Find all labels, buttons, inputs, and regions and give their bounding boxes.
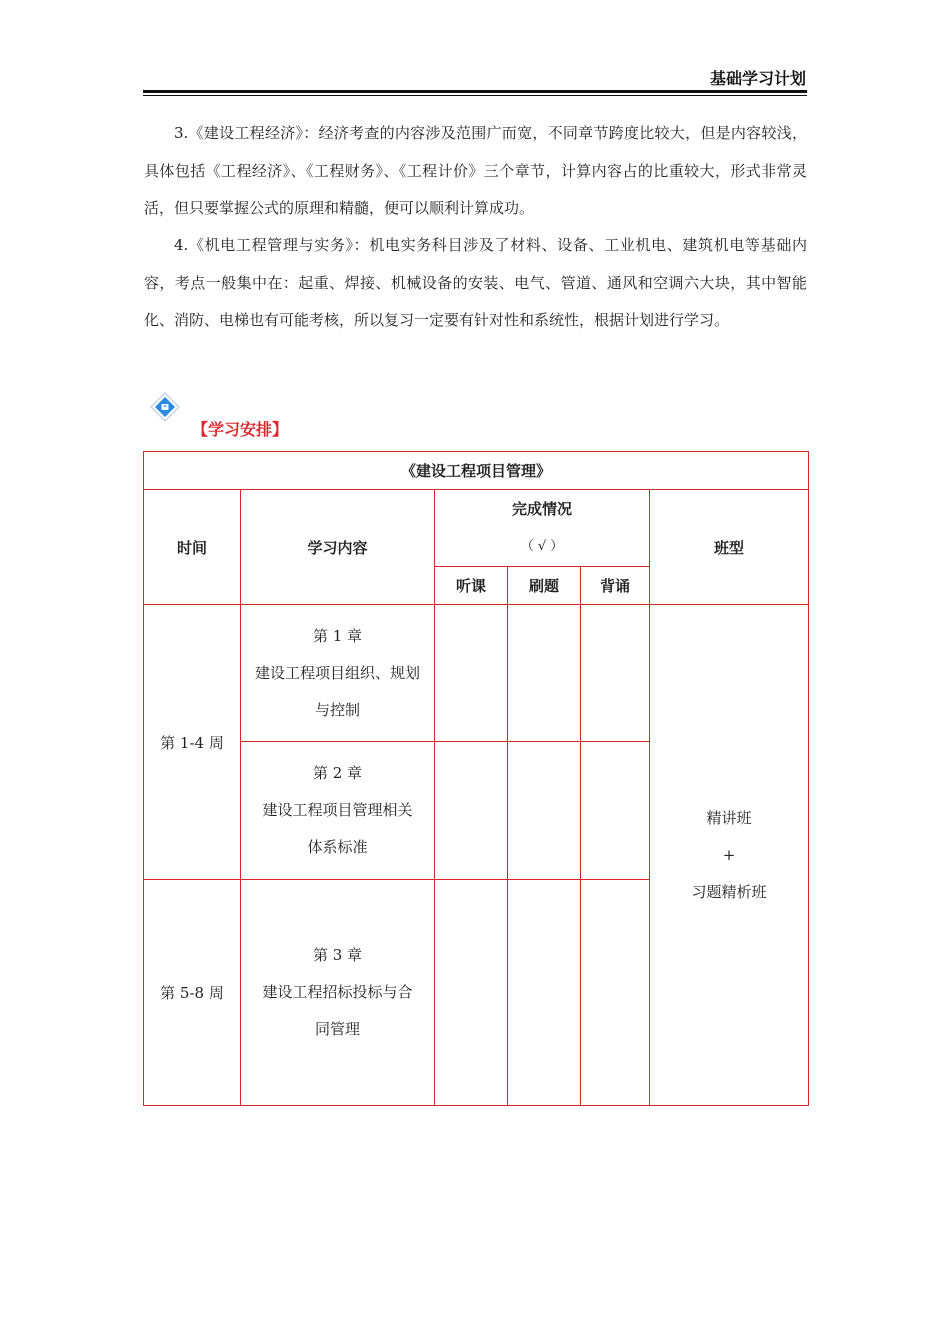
header-rule-thick — [143, 90, 807, 93]
book-diamond-icon — [150, 392, 180, 422]
recite-check-cell[interactable] — [581, 605, 650, 742]
content-cell — [241, 880, 435, 1106]
recite-check-cell[interactable] — [581, 742, 650, 880]
header-practice: 刷题 — [508, 567, 581, 605]
practice-check-cell[interactable] — [508, 742, 581, 880]
chapter-label: 第 3 章 — [312, 946, 363, 964]
chapter-title-line2: 与控制 — [314, 700, 360, 719]
listen-check-cell[interactable] — [435, 605, 508, 742]
content-cell — [241, 742, 435, 880]
class-type-cell — [650, 605, 809, 1106]
time-cell: 第 1-4 周 — [144, 605, 241, 880]
content-cell — [241, 605, 435, 742]
chapter-title-line2: 同管理 — [314, 1020, 360, 1038]
header-content: 学习内容 — [241, 490, 435, 605]
header-status-label: 完成情况 — [511, 500, 572, 518]
chapter-title-line2: 体系标准 — [307, 838, 368, 856]
chapter-title-line1: 建设工程项目组织、规划 — [254, 663, 420, 682]
study-plan-table — [143, 451, 809, 1106]
header-listen: 听课 — [435, 567, 508, 605]
practice-check-cell[interactable] — [508, 880, 581, 1106]
time-cell: 第 5-8 周 — [144, 880, 241, 1106]
practice-check-cell[interactable] — [508, 605, 581, 742]
paragraph-economics: 3.《建设工程经济》：经济考查的内容涉及范围广而宽，不同章节跨度比较大，但是内容较浅，具体包括《工程经济》、《工程财务》、《工程计价》三个章节，计算内容占的比重较大，形式非常灵活，但只要掌握公式的原理和精髓，便可以顺利计算成功。 — [144, 124, 807, 217]
listen-check-cell[interactable] — [435, 880, 508, 1106]
header-status-mark: （ √ ） — [520, 539, 564, 554]
table-title: 《建设工程项目管理》 — [144, 452, 809, 490]
chapter-label: 第 1 章 — [312, 626, 363, 645]
class-type-line3: 习题精析班 — [691, 882, 767, 901]
header-rule-thin — [143, 95, 807, 96]
chapter-label: 第 2 章 — [312, 764, 363, 782]
class-type-line1: 精讲班 — [706, 808, 752, 827]
page-header-title: 基础学习计划 — [709, 69, 806, 88]
header-recite: 背诵 — [581, 567, 650, 605]
chapter-title-line1: 建设工程招标投标与合 — [262, 983, 413, 1001]
header-status — [435, 490, 650, 567]
recite-check-cell[interactable] — [581, 880, 650, 1106]
class-type-line2: + — [722, 845, 736, 864]
header-time: 时间 — [144, 490, 241, 605]
chapter-title-line1: 建设工程项目管理相关 — [262, 801, 413, 819]
paragraph-mechanical: 4.《机电工程管理与实务》：机电实务科目涉及了材料、设备、工业机电、建筑机电等基础内容，考点一般集中在：起重、焊接、机械设备的安装、电气、管道、通风和空调六大块，其中智能化、消防、电梯也有可能考核，所以复习一定要有针对性和系统性，根据计划进行学习。 — [144, 236, 807, 329]
header-class-type: 班型 — [650, 490, 809, 605]
section-label: 【学习安排】 — [192, 420, 289, 439]
listen-check-cell[interactable] — [435, 742, 508, 880]
